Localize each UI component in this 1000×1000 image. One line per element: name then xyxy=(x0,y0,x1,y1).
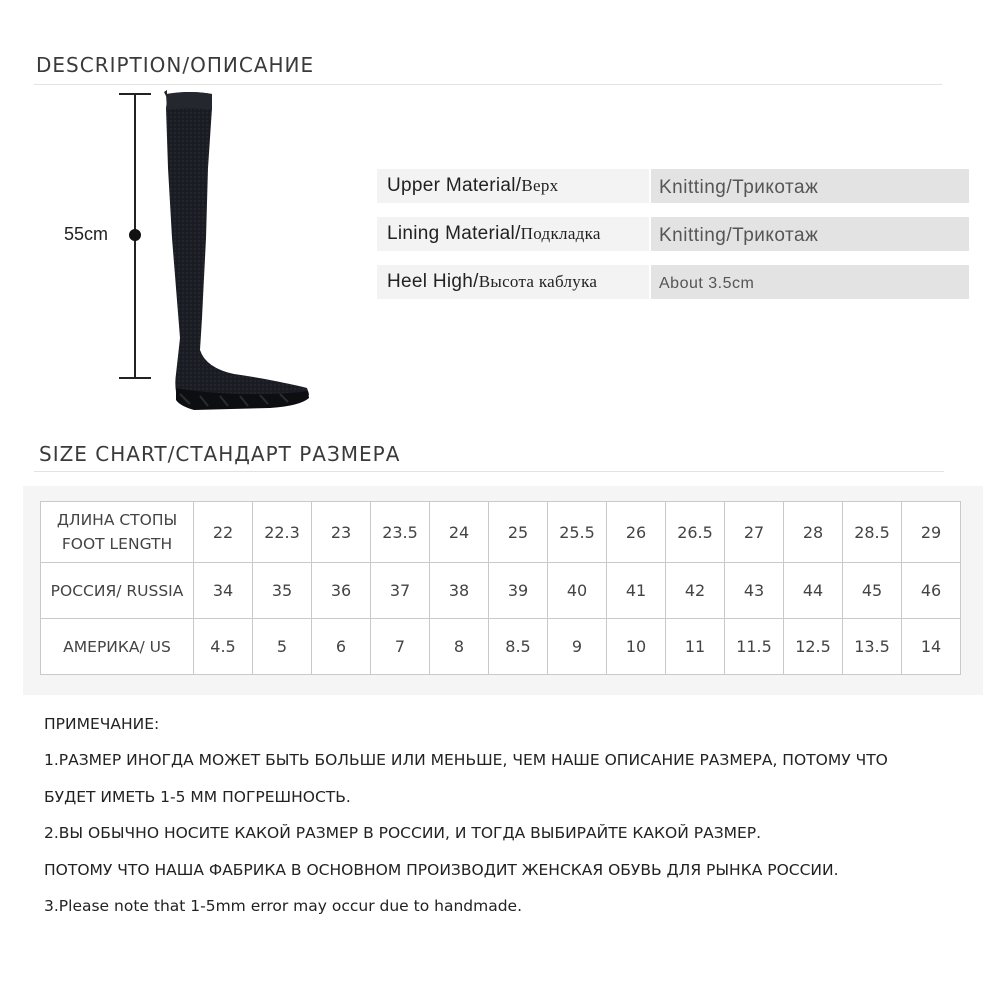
note-line: ПОТОМУ ЧТО НАША ФАБРИКА В ОСНОВНОМ ПРОИЗВОДИТ ЖЕНСКАЯ ОБУВЬ ДЛЯ РЫНКА РОССИИ. xyxy=(44,860,839,879)
notes-section xyxy=(44,706,974,924)
size-cell: 27 xyxy=(725,502,784,563)
size-cell: 22 xyxy=(194,502,253,563)
spec-label-ru: Высота каблука xyxy=(478,272,598,291)
spec-label-en: Heel High/ xyxy=(387,271,479,292)
size-cell: 8 xyxy=(430,619,489,675)
size-cell: 44 xyxy=(784,563,843,619)
ruler-marker xyxy=(129,229,141,241)
size-cell: 40 xyxy=(548,563,607,619)
size-cell: 6 xyxy=(312,619,371,675)
size-cell: 42 xyxy=(666,563,725,619)
size-cell: 12.5 xyxy=(784,619,843,675)
size-cell: 22.3 xyxy=(253,502,312,563)
size-cell: 9 xyxy=(548,619,607,675)
size-cell: 23 xyxy=(312,502,371,563)
description-divider xyxy=(34,84,942,85)
table-row-us xyxy=(41,619,961,675)
size-cell: 23.5 xyxy=(371,502,430,563)
size-cell: 11 xyxy=(666,619,725,675)
spec-label xyxy=(377,169,649,203)
size-cell: 26 xyxy=(607,502,666,563)
size-cell: 28.5 xyxy=(843,502,902,563)
size-cell: 43 xyxy=(725,563,784,619)
size-cell: 45 xyxy=(843,563,902,619)
note-line: 1.РАЗМЕР ИНОГДА МОЖЕТ БЫТЬ БОЛЬШЕ ИЛИ МЕНЬШЕ, ЧЕМ НАШЕ ОПИСАНИЕ РАЗМЕРА, ПОТОМУ ЧТО xyxy=(44,751,888,770)
size-cell: 41 xyxy=(607,563,666,619)
size-cell: 7 xyxy=(371,619,430,675)
description-title: DESCRIPTION/ОПИСАНИЕ xyxy=(36,53,315,77)
spec-label-en: Lining Material/ xyxy=(387,223,521,244)
size-chart-title: SIZE CHART/СТАНДАРТ РАЗМЕРА xyxy=(39,442,401,466)
size-cell: 29 xyxy=(902,502,961,563)
size-cell: 38 xyxy=(430,563,489,619)
size-cell: 24 xyxy=(430,502,489,563)
spec-value: About 3.5cm xyxy=(651,265,969,299)
size-cell: 37 xyxy=(371,563,430,619)
spec-row-lining-material xyxy=(377,217,969,251)
size-cell: 25.5 xyxy=(548,502,607,563)
size-cell: 13.5 xyxy=(843,619,902,675)
size-cell: 14 xyxy=(902,619,961,675)
notes-heading: ПРИМЕЧАНИЕ: xyxy=(44,715,160,733)
size-cell: 35 xyxy=(253,563,312,619)
size-cell: 39 xyxy=(489,563,548,619)
spec-label xyxy=(377,217,649,251)
size-cell: 4.5 xyxy=(194,619,253,675)
row-header-line: ДЛИНА СТОПЫ xyxy=(56,511,178,529)
size-cell: 36 xyxy=(312,563,371,619)
spec-label-en: Upper Material/ xyxy=(387,175,522,196)
row-header xyxy=(41,502,194,563)
size-cell: 28 xyxy=(784,502,843,563)
size-cell: 46 xyxy=(902,563,961,619)
row-header: РОССИЯ/ RUSSIA xyxy=(41,563,194,619)
spec-label xyxy=(377,265,649,299)
ruler-bottom-cap xyxy=(119,377,151,379)
size-cell: 34 xyxy=(194,563,253,619)
note-line: 2.ВЫ ОБЫЧНО НОСИТЕ КАКОЙ РАЗМЕР В РОССИИ, И ТОГДА ВЫБИРАЙТЕ КАКОЙ РАЗМЕР. xyxy=(44,824,762,843)
spec-row-upper-material xyxy=(377,169,969,203)
size-cell: 8.5 xyxy=(489,619,548,675)
size-cell: 11.5 xyxy=(725,619,784,675)
row-header-line: FOOT LENGTH xyxy=(61,535,173,553)
size-table xyxy=(40,501,961,675)
size-cell: 25 xyxy=(489,502,548,563)
spec-label-ru: Верх xyxy=(521,176,559,195)
row-header: АМЕРИКА/ US xyxy=(41,619,194,675)
note-line: БУДЕТ ИМЕТЬ 1-5 ММ ПОГРЕШНОСТЬ. xyxy=(44,787,351,806)
table-row-russia xyxy=(41,563,961,619)
size-cell: 10 xyxy=(607,619,666,675)
note-line: 3.Please note that 1-5mm error may occur due to handmade. xyxy=(44,897,523,916)
spec-row-heel-high xyxy=(377,265,969,299)
size-cell: 26.5 xyxy=(666,502,725,563)
table-row-foot-length xyxy=(41,502,961,563)
size-chart-divider xyxy=(34,471,944,472)
size-cell: 5 xyxy=(253,619,312,675)
spec-value: Knitting/Трикотаж xyxy=(651,217,969,251)
spec-label-ru: Подкладка xyxy=(520,224,601,243)
spec-value: Knitting/Трикотаж xyxy=(651,169,969,203)
boot-height-label: 55cm xyxy=(64,224,109,244)
boot-product-image xyxy=(150,88,320,418)
